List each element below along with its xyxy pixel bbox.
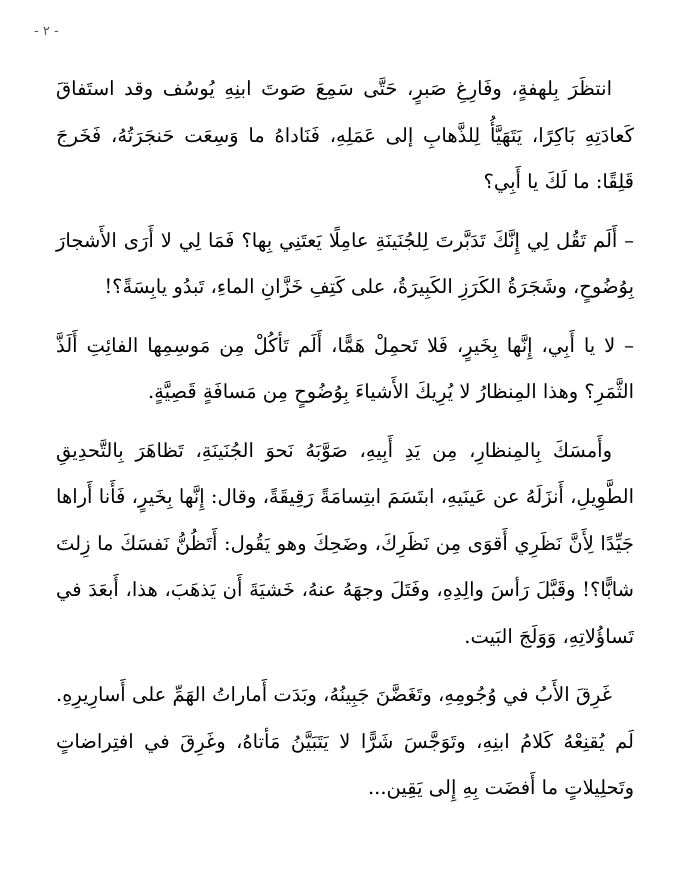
paragraph-dialogue-father: – أَلَم تَقُل لِي إِنَّكَ تَدَبَّرتَ لِلجُنَينَةِ عامِلًا يَعتَنِي بِها؟ فَمَا لِي لا أَرَى الأَشجارَ بِوُضُوحٍ، وشَجَرَةُ الكَرَزِ الكَبِيرَةُ، على كَتِفِ خَزَّانِ الماءِ، تَبدُو يابِسَةً؟!	[56, 228, 634, 298]
page-body	[56, 66, 634, 824]
paragraph-dialogue-son: – لا يا أَبِي، إِنَّها بِخَيرٍ، فَلا تَحمِلْ هَمًّا، أَلَم تَأكُلْ مِن مَوسِمِها الفائِتِ أَلَذَّ الثَّمَرِ؟ وهذا المِنظارُ لا يُرِيكَ الأَشياءَ بِوُضُوحٍ مِن مَسافَةٍ قَصِيَّةٍ.	[56, 333, 634, 403]
paragraph-narration-3: غَرِقَ الأَبُ في وُجُومِهِ، وتَغَضَّنَ جَبِينُهُ، وبَدَت أَماراتُ الهَمِّ على أَسارِيرِهِ. لَم يُقنِعْهُ كَلامُ ابنِهِ، وتَوَجَّسَ شَرًّا لا يَتَبَيَّنُ مَأتاهُ، وغَرِقَ في افتِراضاتٍ وتَحلِيلاتٍ ما أَفضَت بِهِ إِلى يَقِين...	[56, 683, 634, 799]
paragraph-narration-2: وأَمسَكَ بِالمِنظارِ، مِن يَدِ أَبِيهِ، صَوَّبَهُ نَحوَ الجُنَينَةِ، تَظاهَرَ بِالتَّحدِيقِ الطَّوِيلِ، أَنزَلَهُ عن عَينَيهِ، ابتَسَمَ ابتِسامَةً رَقِيقَةً، وقال: إِنَّها بِخَيرٍ، فَأَنا أَراها جَيِّدًا لِأَنَّ نَظَرِي أَقوَى مِن نَظَرِكَ، وضَحِكَ وهو يَقُول: أَتَظُنُّ نَفسَكَ ما زِلتَ شابًّا؟! وقَبَّلَ رَأسَ والِدِهِ، وفَتَلَ وجهَهُ عنهُ، خَشيَةَ أَن يَذهَبَ، هذا، أَبعَدَ في تَساؤُلاتِهِ، وَوَلَجَ البَيت.	[56, 438, 634, 648]
page-number: - ٢ -	[34, 24, 59, 39]
paragraph-narration-1: انتظَرَ بِلهفةٍ، وفَارِغِ صَبرٍ، حَتَّى سَمِعَ صَوتَ ابنِهِ يُوسُف وقد استَفاقَ كَعادَتِهِ بَاكِرًا، يَتَهَيَّأُ لِلذَّهابِ إلى عَمَلِهِ، فَنَاداهُ ما وَسِعَت حَنجَرَتُهُ، فَخَرجَ قَلِقًا: ما لَكَ يا أَبِي؟	[56, 77, 634, 193]
